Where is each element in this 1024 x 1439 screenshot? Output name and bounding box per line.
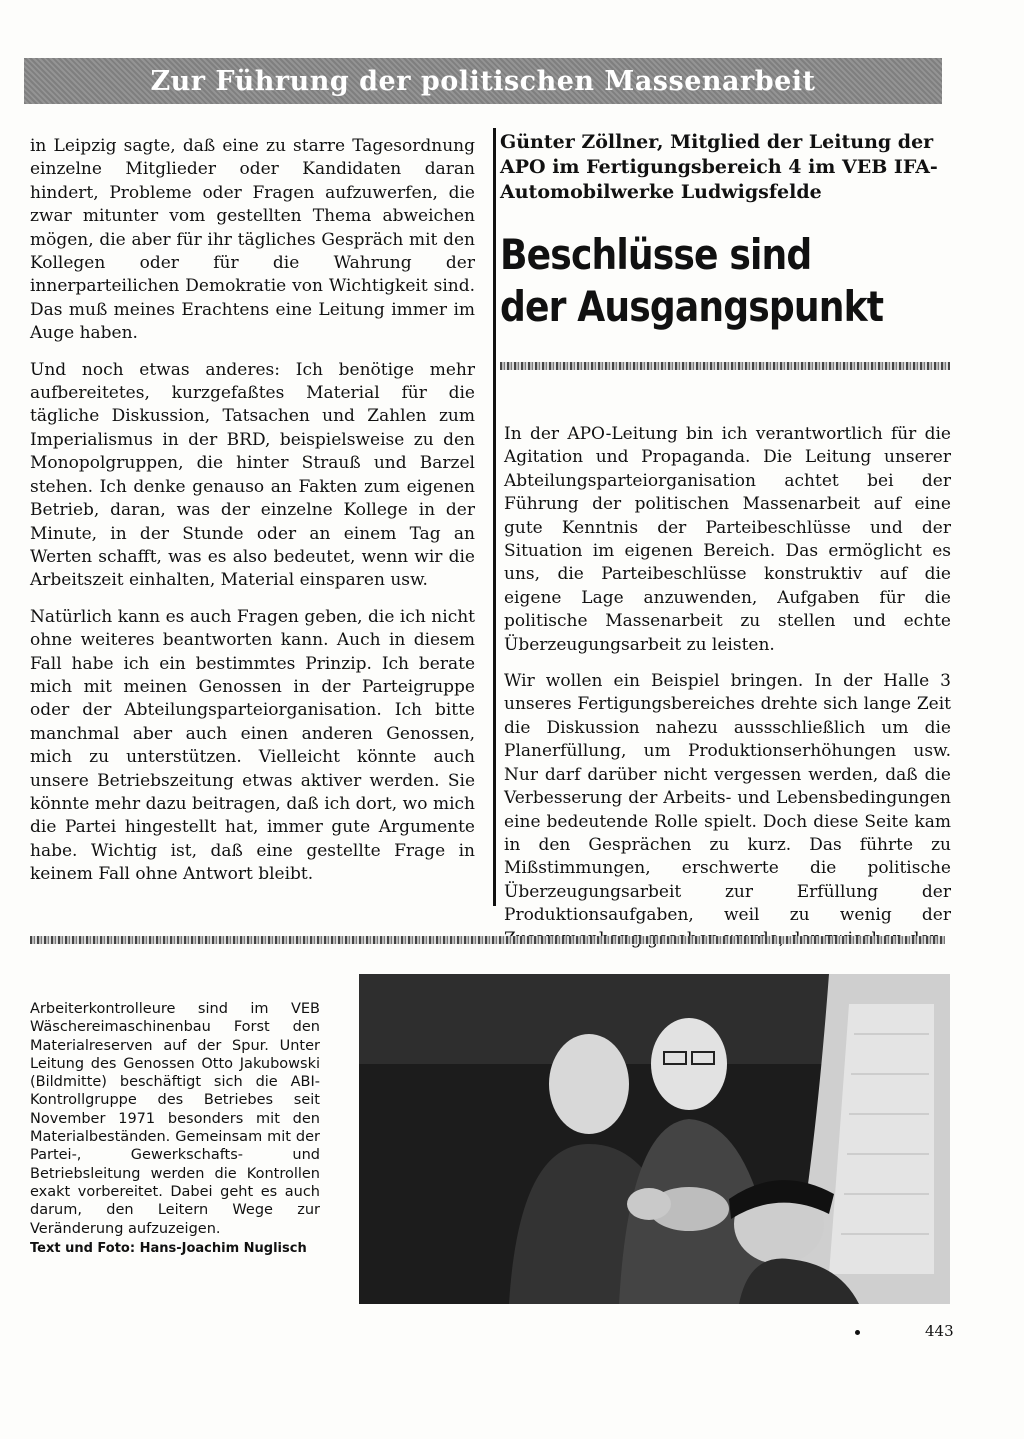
- left-paragraph: Natürlich kann es auch Fragen geben, die ich nicht ohne weiteres beantworten kann. Auch in diesem Fall habe ich ein bestimmtes Prinzip. Ich berate mich mit meinen Genossen in der Parteigruppe oder der Abteilungsparteiorganisation. Ich bitte manchmal aber auch einen anderen Genossen, mich zu unterstützen. Vielleicht könnte auch unsere Betriebszeitung etwas aktiver werden. Sie könnte mehr dazu beitragen, daß ich dort, wo mich die Partei hingestellt hat, immer gute Argumente habe. Wichtig ist, daß eine gestellte Frage in keinem Fall ohne Antwort bleibt.: [30, 606, 475, 885]
- photo-credit: Text und Foto: Hans-Joachim Nuglisch: [30, 1240, 307, 1256]
- article-paragraph: Wir wollen ein Beispiel bringen. In der Halle 3 unseres Fertigungsbereiches drehte sich lange Zeit die Diskussion nahezu aussschließlich um die Planerfüllung, um Produktionserhöhungen usw. Nur darf darüber nicht vergessen werden, daß die Verbesserung der Arbeits- und Lebensbedingungen eine bedeutende Rolle spielt. Doch diese Seite kam in den Gesprächen zu kurz. Das führte zu Mißstimmungen, erschwerte die politische Überzeugungsarbeit zur Erfüllung der Produktionsaufgaben, weil zu wenig der: [504, 671, 951, 926]
- section-header-band: [24, 58, 942, 104]
- section-header-title: Zur Führung der politischen Massenarbeit: [150, 65, 816, 97]
- author-line: Günter Zöllner, Mitglied der Leitung der APO im Fertigungsbereich 4 im VEB IFA-Automobilwerke Ludwigsfelde: [500, 131, 938, 203]
- right-column: [504, 423, 951, 964]
- headline-line-1: Beschlüsse sind: [500, 230, 812, 279]
- headline-line-2: der Ausgangspunkt: [500, 282, 884, 331]
- headline-rule: [500, 362, 950, 370]
- column-divider: [493, 128, 496, 906]
- caption-text: Arbeiterkontrolleure sind im VEB Wäschereimaschinenbau Forst den Materialreserven auf der Spur. Unter Leitung des Genossen Otto Jakubowski (Bildmitte) beschäftigt sich die ABI-Kontrollgruppe des Betriebes seit November 1971 besonders mit den Materialbeständen. Gemeinsam mit der Partei-, Gewerkschafts- und Betriebsleitung werden die Kontrollen exakt vorbereitet. Dabei geht es auch darum, den Leitern Wege zur Veränderung aufzuzeigen.: [30, 1001, 320, 1237]
- article-heading: [500, 130, 940, 333]
- page-number: 443: [925, 1322, 954, 1340]
- headline: [500, 229, 884, 333]
- article-paragraph: In der APO-Leitung bin ich verantwortlich für die Agitation und Propaganda. Die Leitung unserer Abteilungsparteiorganisation achtet bei der Führung der politischen Massenarbeit auf eine gute Kenntnis der Parteibeschlüsse und der Situation im eigenen Bereich. Das ermöglicht es uns, die Parteibeschlüsse konstruktiv auf die eigene Lage anzuwenden, Aufgaben für die politische Massenarbeit zu stellen und echte Überzeugungsarbeit zu leisten.: [504, 424, 951, 655]
- photo-caption: [30, 1000, 320, 1258]
- left-paragraph: Und noch etwas anderes: Ich benötige mehr aufbereitetes, kurzgefaßtes Material für die tägliche Diskussion, Tatsachen und Zahlen zum Imperialismus in der BRD, beispielsweise zu den Monopolgruppen, die hinter Strauß und Barzel stehen. Ich denke genauso an Fakten zum eigenen Betrieb, daran, was der einzelne Kollege in der Minute, in der Stunde oder an einem Tag an Werten schafft, was es also bedeutet, wenn wir die Arbeitszeit einhalten, Material einsparen usw.: [30, 359, 475, 591]
- photo-illustration: [359, 974, 950, 1304]
- photo-workers: [359, 974, 950, 1304]
- left-column: [30, 135, 475, 900]
- section-rule: [30, 936, 945, 944]
- page-speck: [855, 1330, 860, 1335]
- left-paragraph: in Leipzig sagte, daß eine zu starre Tagesordnung einzelne Mitglieder oder Kandidaten daran hindert, Probleme oder Fragen aufzuwerfen, die zwar mitunter vom gestellten Thema abweichen mögen, die aber für ihr tägliches Gespräch mit den Kollegen oder für die Wahrung der innerparteilichen Demokratie von Wichtigkeit sind. Das muß meines Erachtens eine Leitung immer im Auge haben.: [30, 136, 475, 344]
